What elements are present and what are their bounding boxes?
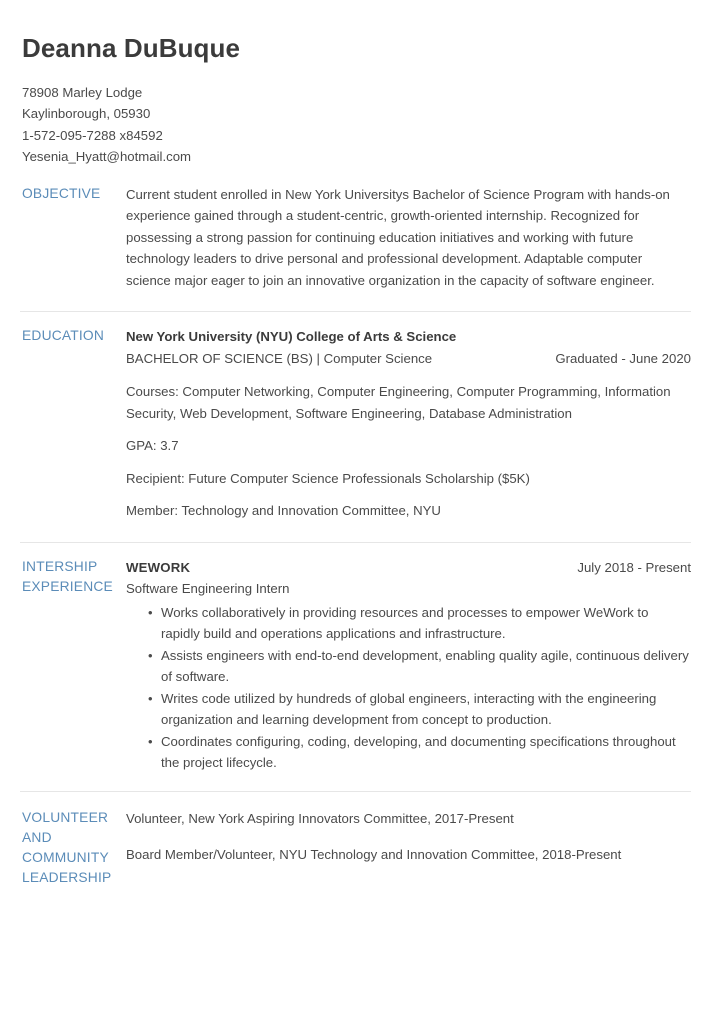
section-body-internship <box>126 557 691 774</box>
spacer <box>20 291 691 311</box>
contact-email: Yesenia_Hyatt@hotmail.com <box>22 149 192 165</box>
section-label-volunteer-line1: VOLUNTEER <box>22 809 109 825</box>
candidate-name: Deanna DuBuque <box>22 33 241 63</box>
section-label-objective-text: OBJECTIVE <box>22 185 101 201</box>
job-date-range: July 2018 - Present <box>577 559 691 575</box>
spacer <box>20 774 691 791</box>
list-item: Board Member/Volunteer, NYU Technology and Innovation Committee, 2018-Present <box>126 847 622 863</box>
section-body-volunteer <box>126 808 691 866</box>
section-label-volunteer-line4: LEADERSHIP <box>22 869 112 885</box>
list-item: • Assists engineers with end-to-end development, enabling quality agile, continuous delivery of software. <box>161 645 691 688</box>
education-school: New York University (NYU) College of Arts & Science <box>126 329 457 345</box>
education-scholarship: Recipient: Future Computer Science Professionals Scholarship ($5K) <box>126 470 530 486</box>
section-body-education <box>126 326 691 522</box>
education-degree-line <box>126 348 691 370</box>
section-internship-experience <box>20 543 691 774</box>
contact-phone: 1-572-095-7288 x84592 <box>22 127 163 143</box>
section-label-volunteer <box>20 808 126 888</box>
section-volunteer <box>20 792 691 888</box>
contact-address-street: 78908 Marley Lodge <box>22 84 143 100</box>
education-graduation-date: Graduated - June 2020 <box>555 350 691 366</box>
resume-header <box>20 0 691 168</box>
job-responsibility-list <box>126 602 691 774</box>
education-courses: Courses: Computer Networking, Computer Engineering, Computer Programming, Information Security, Web Development, Software Engineering, Database Administration <box>126 384 671 421</box>
list-item: • Works collaboratively in providing resources and processes to empower WeWork to rapidly build and operations applications and infrastructure. <box>161 602 691 645</box>
list-item: • Coordinates configuring, coding, developing, and documenting specifications throughout the project lifecycle. <box>161 731 691 774</box>
education-membership: Member: Technology and Innovation Committee, NYU <box>126 503 441 519</box>
contact-address-city: Kaylinborough, 05930 <box>22 106 151 122</box>
section-body-objective <box>126 184 691 292</box>
section-label-education <box>20 326 126 346</box>
job-header-line <box>126 557 691 579</box>
section-label-volunteer-line3: COMMUNITY <box>22 849 109 865</box>
job-company: WEWORK <box>126 559 191 575</box>
education-degree: BACHELOR OF SCIENCE (BS) | Computer Science <box>126 350 433 366</box>
section-label-internship <box>20 557 126 597</box>
contact-block <box>22 82 691 168</box>
section-label-volunteer-line2: AND <box>22 829 52 845</box>
spacer <box>20 522 691 542</box>
list-item: • Writes code utilized by hundreds of global engineers, interacting with the engineering organization and learning development from concept to production. <box>161 688 691 731</box>
objective-paragraph: Current student enrolled in New York Universitys Bachelor of Science Program with hands-on experience gained through a student-centric, growth-oriented internship. Recognized for possessing a strong passion for continuing education initiatives and working with future technology leaders to drive personal and professional development. Adaptable computer science major eager to join an innovative organization in the capacity of software engineer. <box>126 186 670 288</box>
section-objective <box>20 168 691 292</box>
job-title: Software Engineering Intern <box>126 581 290 597</box>
education-gpa: GPA: 3.7 <box>126 438 179 454</box>
section-label-objective <box>20 184 126 204</box>
list-item: Volunteer, New York Aspiring Innovators Committee, 2017-Present <box>126 810 514 826</box>
section-label-internship-line1: INTERSHIP <box>22 558 98 574</box>
section-label-education-text: EDUCATION <box>22 328 105 344</box>
education-school-line <box>126 326 691 348</box>
section-education <box>20 312 691 522</box>
section-label-internship-line2: EXPERIENCE <box>22 578 113 594</box>
